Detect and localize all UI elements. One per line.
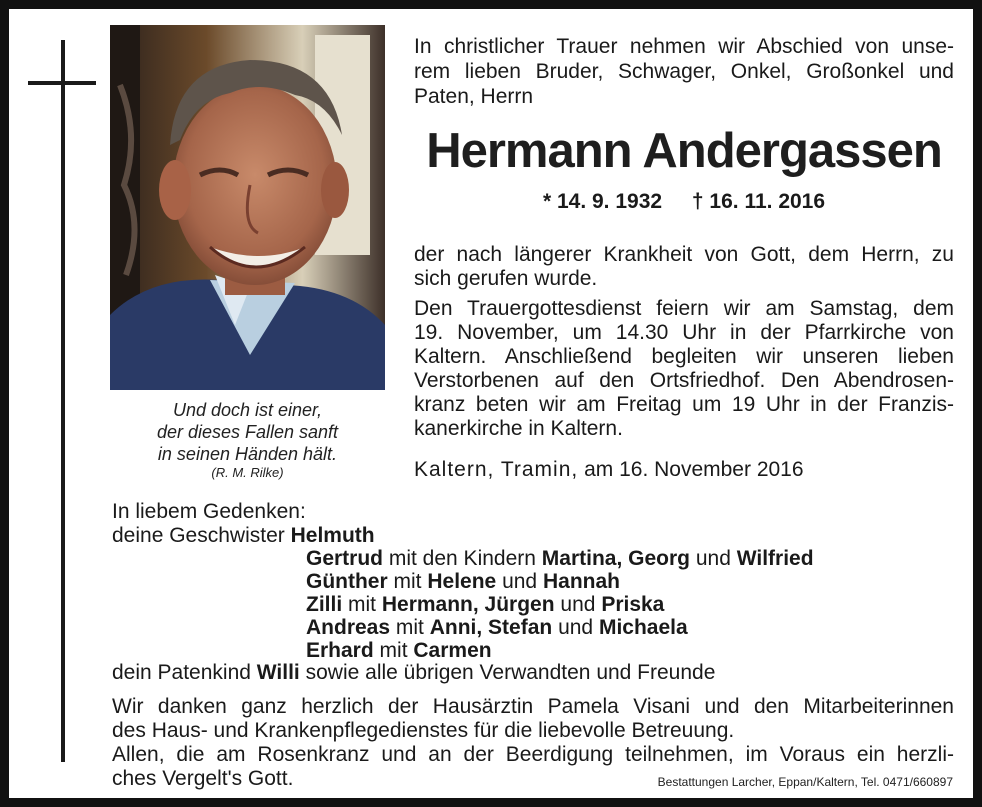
birth-date: * 14. 9. 1932 xyxy=(542,190,663,213)
sibling-name: Gertrud xyxy=(306,547,384,570)
paragraph-line: Den Trauergottesdienst feiern wir am Samstag, dem xyxy=(414,297,954,320)
family-text: mit xyxy=(395,616,424,639)
family-text: sowie alle übrigen Verwandten und Freunde xyxy=(305,661,716,684)
relative-names: Martina, Georg xyxy=(541,547,690,570)
sibling-name: Erhard xyxy=(306,639,374,662)
relative-names: Carmen xyxy=(413,639,492,662)
place-date xyxy=(414,457,804,483)
family-text: mit xyxy=(379,639,408,662)
family-text: mit den Kindern xyxy=(388,547,536,570)
sibling-name: Günther xyxy=(306,570,388,593)
family-line-erhard xyxy=(306,639,492,663)
quote-line: der dieses Fallen sanft xyxy=(156,422,339,442)
intro-line: In christlicher Trauer nehmen wir Abschied von unse- xyxy=(414,35,954,58)
relative-names: Hannah xyxy=(542,570,620,593)
life-dates xyxy=(414,189,954,215)
notice-date: am 16. November 2016 xyxy=(584,458,804,481)
intro-text xyxy=(414,34,954,109)
family-text: und xyxy=(558,616,594,639)
thanks-line: Allen, die am Rosenkranz und an der Beerdigung teilnehmen, im Voraus ein herzli- xyxy=(112,743,954,766)
relative-names: Anni, Stefan xyxy=(429,616,553,639)
family-line-helmuth xyxy=(112,524,375,548)
undertaker-credit: Bestattungen Larcher, Eppan/Kaltern, Tel. 0471/660897 xyxy=(657,775,953,789)
sibling-name: Helmuth xyxy=(290,524,375,547)
relative-names: Michaela xyxy=(598,616,688,639)
family-text: und xyxy=(560,593,596,616)
quote-line: in seinen Händen hält. xyxy=(157,444,338,464)
sibling-name: Andreas xyxy=(306,616,391,639)
family-text: mit xyxy=(393,570,422,593)
cross-icon-bar xyxy=(28,81,96,85)
death-date: † 16. 11. 2016 xyxy=(691,190,826,213)
family-text: und xyxy=(695,547,731,570)
poem-quote xyxy=(110,399,385,481)
family-line-godchild xyxy=(112,661,715,685)
place-names: Kaltern, Tramin, xyxy=(414,458,579,481)
godchild-name: Willi xyxy=(256,661,300,684)
family-text: dein Patenkind xyxy=(112,661,251,684)
family-text: mit xyxy=(348,593,377,616)
death-paragraph xyxy=(414,243,954,291)
cross-icon xyxy=(61,40,65,762)
paragraph-line: kanerkirche in Kaltern. xyxy=(414,417,623,440)
thanks-line: des Haus- und Krankenpflegedienstes für die liebevolle Betreuung. xyxy=(112,719,735,742)
intro-line: Paten, Herrn xyxy=(414,85,534,108)
paragraph-line: Kaltern. Anschließend begleiten wir unseren lieben xyxy=(414,345,954,368)
family-line-gertrud xyxy=(306,547,814,571)
relative-names: Priska xyxy=(601,593,665,616)
paragraph-line: Verstorbenen auf den Ortsfriedhof. Den Abendrosen- xyxy=(414,369,954,392)
sibling-name: Zilli xyxy=(306,593,343,616)
paragraph-line: der nach längerer Krankheit von Gott, dem Herrn, zu xyxy=(414,243,954,266)
paragraph-line: 19. November, um 14.30 Uhr in der Pfarrkirche von xyxy=(414,321,954,344)
intro-line: rem lieben Bruder, Schwager, Onkel, Großonkel und xyxy=(414,60,954,83)
family-line-andreas xyxy=(306,616,688,640)
thanks-line: Wir danken ganz herzlich der Hausärztin Pamela Visani und den Mitarbeiterinnen xyxy=(112,695,954,718)
relative-names: Helene xyxy=(427,570,497,593)
relative-names: Wilfried xyxy=(736,547,814,570)
thanks-line: ches Vergelt's Gott. xyxy=(112,767,294,790)
deceased-name: Hermann Andergassen xyxy=(426,124,942,178)
family-heading: In liebem Gedenken: xyxy=(112,500,306,523)
paragraph-line: kranz beten wir am Freitag um 19 Uhr in der Franzis- xyxy=(414,393,954,416)
portrait-photo xyxy=(110,25,385,390)
family-line-zilli xyxy=(306,593,664,617)
family-line-guenther xyxy=(306,570,620,594)
paragraph-line: sich gerufen wurde. xyxy=(414,267,598,290)
quote-line: Und doch ist einer, xyxy=(172,400,323,420)
funeral-paragraph xyxy=(414,297,954,441)
relative-names: Hermann, Jürgen xyxy=(381,593,555,616)
family-text: deine Geschwister xyxy=(112,524,285,547)
family-text: und xyxy=(502,570,538,593)
quote-source: (R. M. Rilke) xyxy=(211,465,284,480)
